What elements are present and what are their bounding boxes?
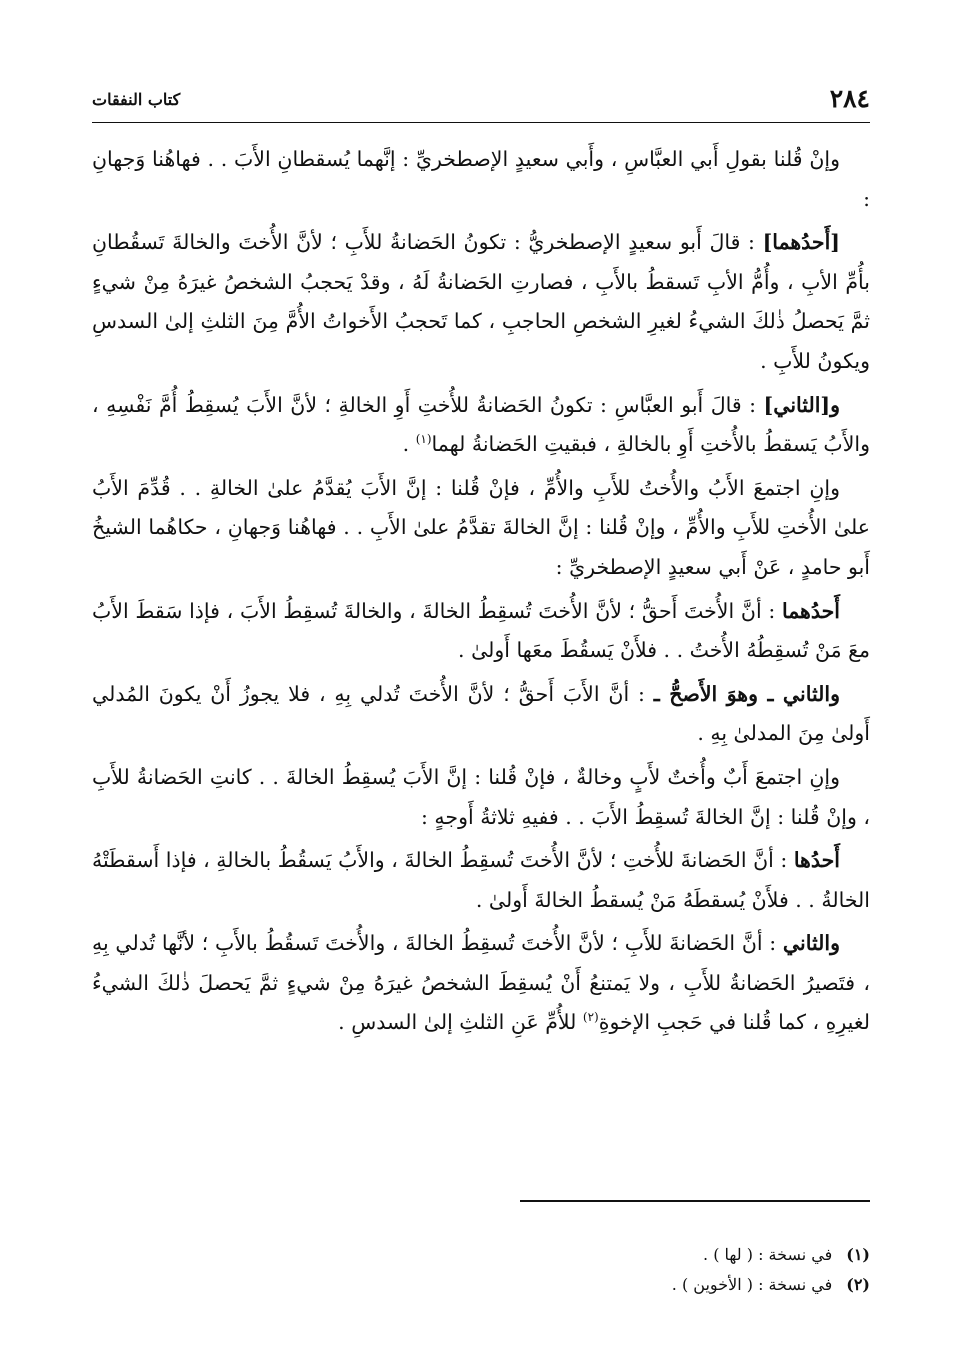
paragraph xyxy=(92,223,870,381)
paragraph-tail: للأُمِّ عَنِ الثلثِ إلىٰ السدسِ . xyxy=(338,1010,583,1035)
footnotes xyxy=(92,1240,870,1300)
paragraph-lead: أَحدُهما xyxy=(781,598,840,623)
paragraph-lead: أَحدُها xyxy=(793,848,840,873)
paragraph xyxy=(92,924,870,1043)
paragraph xyxy=(92,758,870,837)
header-rule xyxy=(92,122,870,123)
paragraph-text: : أنَّ الأُختَ أَحقُّ ؛ لأنَّ الأُختَ تُسقِطُ الخالةَ ، والخالةَ تُسقِطُ الأَبَ ، فإذا سَقطَ الأَبُ معَ مَنْ تُسقِطُهُ الأُختُ . . فلأَنْ يَسقُطَ معَها أَولىٰ . xyxy=(92,598,870,663)
paragraph xyxy=(92,386,870,465)
footnote-ref[interactable]: (١) xyxy=(415,432,432,447)
paragraph-text: وإنِ اجتمعَ أَبٌ وأُختٌ لأَبٍ وخالةٌ ، فإنْ قُلنا : إنَّ الأَبَ يُسقِطُ الخالةَ . . كانتِ الحَضانةُ للأَبِ ، وإنْ قُلنا : إنَّ الخالةَ تُسقِطُ الأَبَ . . ففيهِ ثلاثةُ أَوجهٍ : xyxy=(92,764,870,829)
paragraph-text: : أنَّ الحَضانةَ للأَبِ ؛ لأنَّ الأُختَ تُسقِطُ الخالةَ ، والأُختَ تَسقُطُ بالأَبِ ؛ لأنَّها تُدلي بِهِ ، فتَصيرُ الحَضانةُ للأَبِ ، ولا يَمتنعُ أَنْ يُسقِطَ الشخصُ غيرَهُ مِنْ شيءٍ ثمَّ يَحصلَ ذٰلكَ الشيءُ لغيرِهِ ، كما قُلنا في حَجبِ الإخوةِ xyxy=(92,931,870,1035)
paragraph-text: : قالَ أَبو العبَّاسِ : تكونُ الحَضانةُ للأُختِ أَوِ الخالةِ ؛ لأنَّ الأَبَ يُسقِطُ أُمَّ نَفْسِهِ ، والأَبُ يَسقطُ بالأُختِ أَوِ بالخالةِ ، فبقيتِ الحَضانةُ لهما xyxy=(92,392,870,457)
footnote-number: (٢) xyxy=(846,1275,870,1294)
paragraph-lead: و[الثاني] xyxy=(763,392,840,417)
paragraph-text: وإنْ قُلنا بقولِ أَبي العبَّاسِ ، وأَبي سعيدٍ الإصطخريِّ : إنَّهما يُسقطانِ الأَبَ . . فهاهُنا وَجهانِ : xyxy=(92,147,870,211)
paragraph-text: : أنَّ الأَبَ أَحقُّ ؛ لأنَّ الأُختَ تُدلي بِهِ ، فلا يجوزُ أَنْ يكونَ المُدلي أَولىٰ مِنَ المدلىٰ بِهِ . xyxy=(92,681,870,746)
footnote-text: في نسخة : ( لها ) . xyxy=(703,1245,833,1264)
paragraph xyxy=(92,841,870,920)
running-title: كتاب النفقات xyxy=(92,90,181,109)
paragraph-tail: . xyxy=(402,432,416,457)
footnote-text: في نسخة : ( الأخوين ) . xyxy=(671,1275,833,1294)
page-header xyxy=(92,84,870,118)
paragraph xyxy=(92,592,870,671)
footnote xyxy=(92,1240,870,1270)
paragraph-text: : أنَّ الحَضانةَ للأُختِ ؛ لأنَّ الأُختَ تُسقِطُ الخالةَ ، والأَبُ يَسقُطُ بالخالةِ ، فإذا أَسقطَتْهُ الخالةُ . . فلأَنْ يُسقطَهُ مَنْ يُسقطُ الخالةَ أَولىٰ . xyxy=(92,848,870,912)
paragraph-lead: [أَحدُهما] xyxy=(762,230,840,255)
footnote xyxy=(92,1270,870,1300)
paragraph xyxy=(92,469,870,588)
main-text xyxy=(92,140,870,1043)
footnote-rule xyxy=(520,1200,870,1202)
footnote-ref[interactable]: (٢) xyxy=(582,1010,599,1025)
footnote-number: (١) xyxy=(846,1245,870,1264)
paragraph xyxy=(92,675,870,754)
paragraph-lead: والثاني xyxy=(782,931,840,956)
paragraph-text: وإنِ اجتمعَ الأَبُ والأُختُ للأَبِ والأُمِّ ، فإنْ قُلنا : إنَّ الأَبَ يُقدَّمُ علىٰ الخالةِ . . قُدِّمَ الأَبُ علىٰ الأُختِ للأَبِ والأُمِّ ، وإنْ قُلنا : إنَّ الخالةَ تقدَّمُ علىٰ الأَبِ . . فهاهُنا وَجهانِ ، حكاهُما الشيخُ أَبو حامدٍ ، عَنْ أَبي سعيدٍ الإصطخريِّ : xyxy=(92,475,870,579)
paragraph xyxy=(92,140,870,219)
page-number: ٢٨٤ xyxy=(829,84,870,113)
paragraph-text: : قالَ أَبو سعيدٍ الإصطخريُّ : تكونُ الحَضانةُ للأَبِ ؛ لأنَّ الأُختَ والخالةَ تَسقُطانِ بأُمِّ الأبِ ، وأُمُّ الأبِ تَسقطُ بالأَبِ ، فصارتِ الحَضانةُ لَهُ ، وقدْ يَحجبُ الشخصُ غيرَهُ مِنْ شيءٍ ثمَّ يَحصلُ ذٰلكَ الشيءُ لغيرِ الشخصِ الحاجبِ ، كما تَحجبُ الأَخواتُ الأُمَّ مِنَ الثلثِ إلىٰ السدسِ ويكونُ للأَبِ . xyxy=(92,230,870,373)
paragraph-lead: والثاني ـ وهوَ الأَصحُّ ـ xyxy=(653,681,840,706)
